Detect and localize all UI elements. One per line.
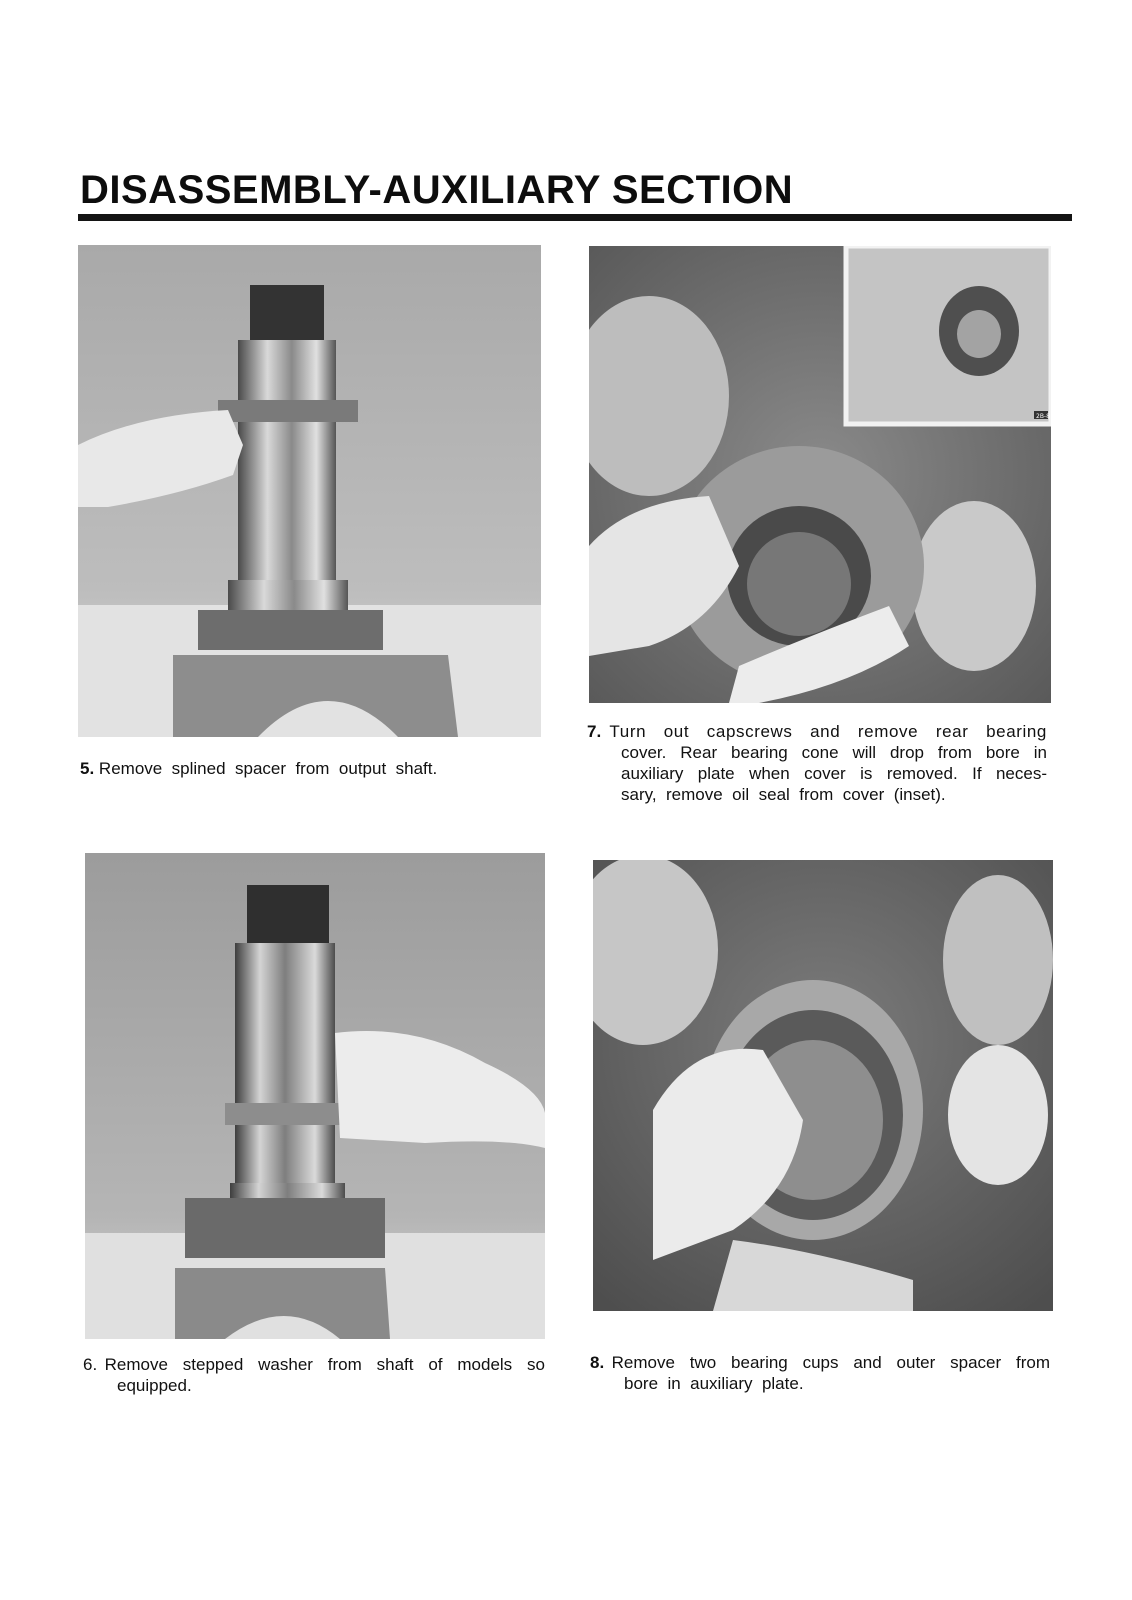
caption-line: auxiliary plate when cover is removed. If neces- — [621, 764, 1047, 783]
title-underline — [78, 214, 1072, 221]
photo-fig7-rear-bearing-cover — [589, 246, 1051, 703]
caption-line: Remove splined spacer from output shaft. — [98, 759, 438, 778]
figure-number: 6. — [83, 1355, 98, 1374]
caption-line: Turn out capscrews and remove rear bearing — [609, 722, 1047, 741]
caption-fig6 — [83, 1354, 545, 1396]
figure-number: 5. — [80, 759, 95, 778]
caption-fig5 — [80, 758, 437, 779]
inset-label: 2B-8 — [1036, 413, 1050, 420]
figure-number: 8. — [590, 1353, 605, 1372]
caption-line: sary, remove oil seal from cover (inset). — [621, 785, 946, 804]
photo-fig8-bearing-cups — [593, 860, 1053, 1311]
photo-fig6-stepped-washer — [85, 853, 545, 1339]
caption-line: Remove stepped washer from shaft of models so — [104, 1355, 545, 1374]
caption-fig7 — [587, 721, 1047, 805]
caption-line: equipped. — [117, 1376, 192, 1395]
caption-line: cover. Rear bearing cone will drop from bore in — [621, 743, 1047, 762]
figure-number: 7. — [587, 722, 602, 741]
caption-line: Remove two bearing cups and outer spacer from — [611, 1353, 1050, 1372]
page-title: DISASSEMBLY-AUXILIARY SECTION — [80, 168, 794, 212]
caption-line: bore in auxiliary plate. — [624, 1374, 804, 1393]
photo-fig5-splined-spacer — [78, 245, 541, 737]
caption-fig8 — [590, 1352, 1050, 1394]
